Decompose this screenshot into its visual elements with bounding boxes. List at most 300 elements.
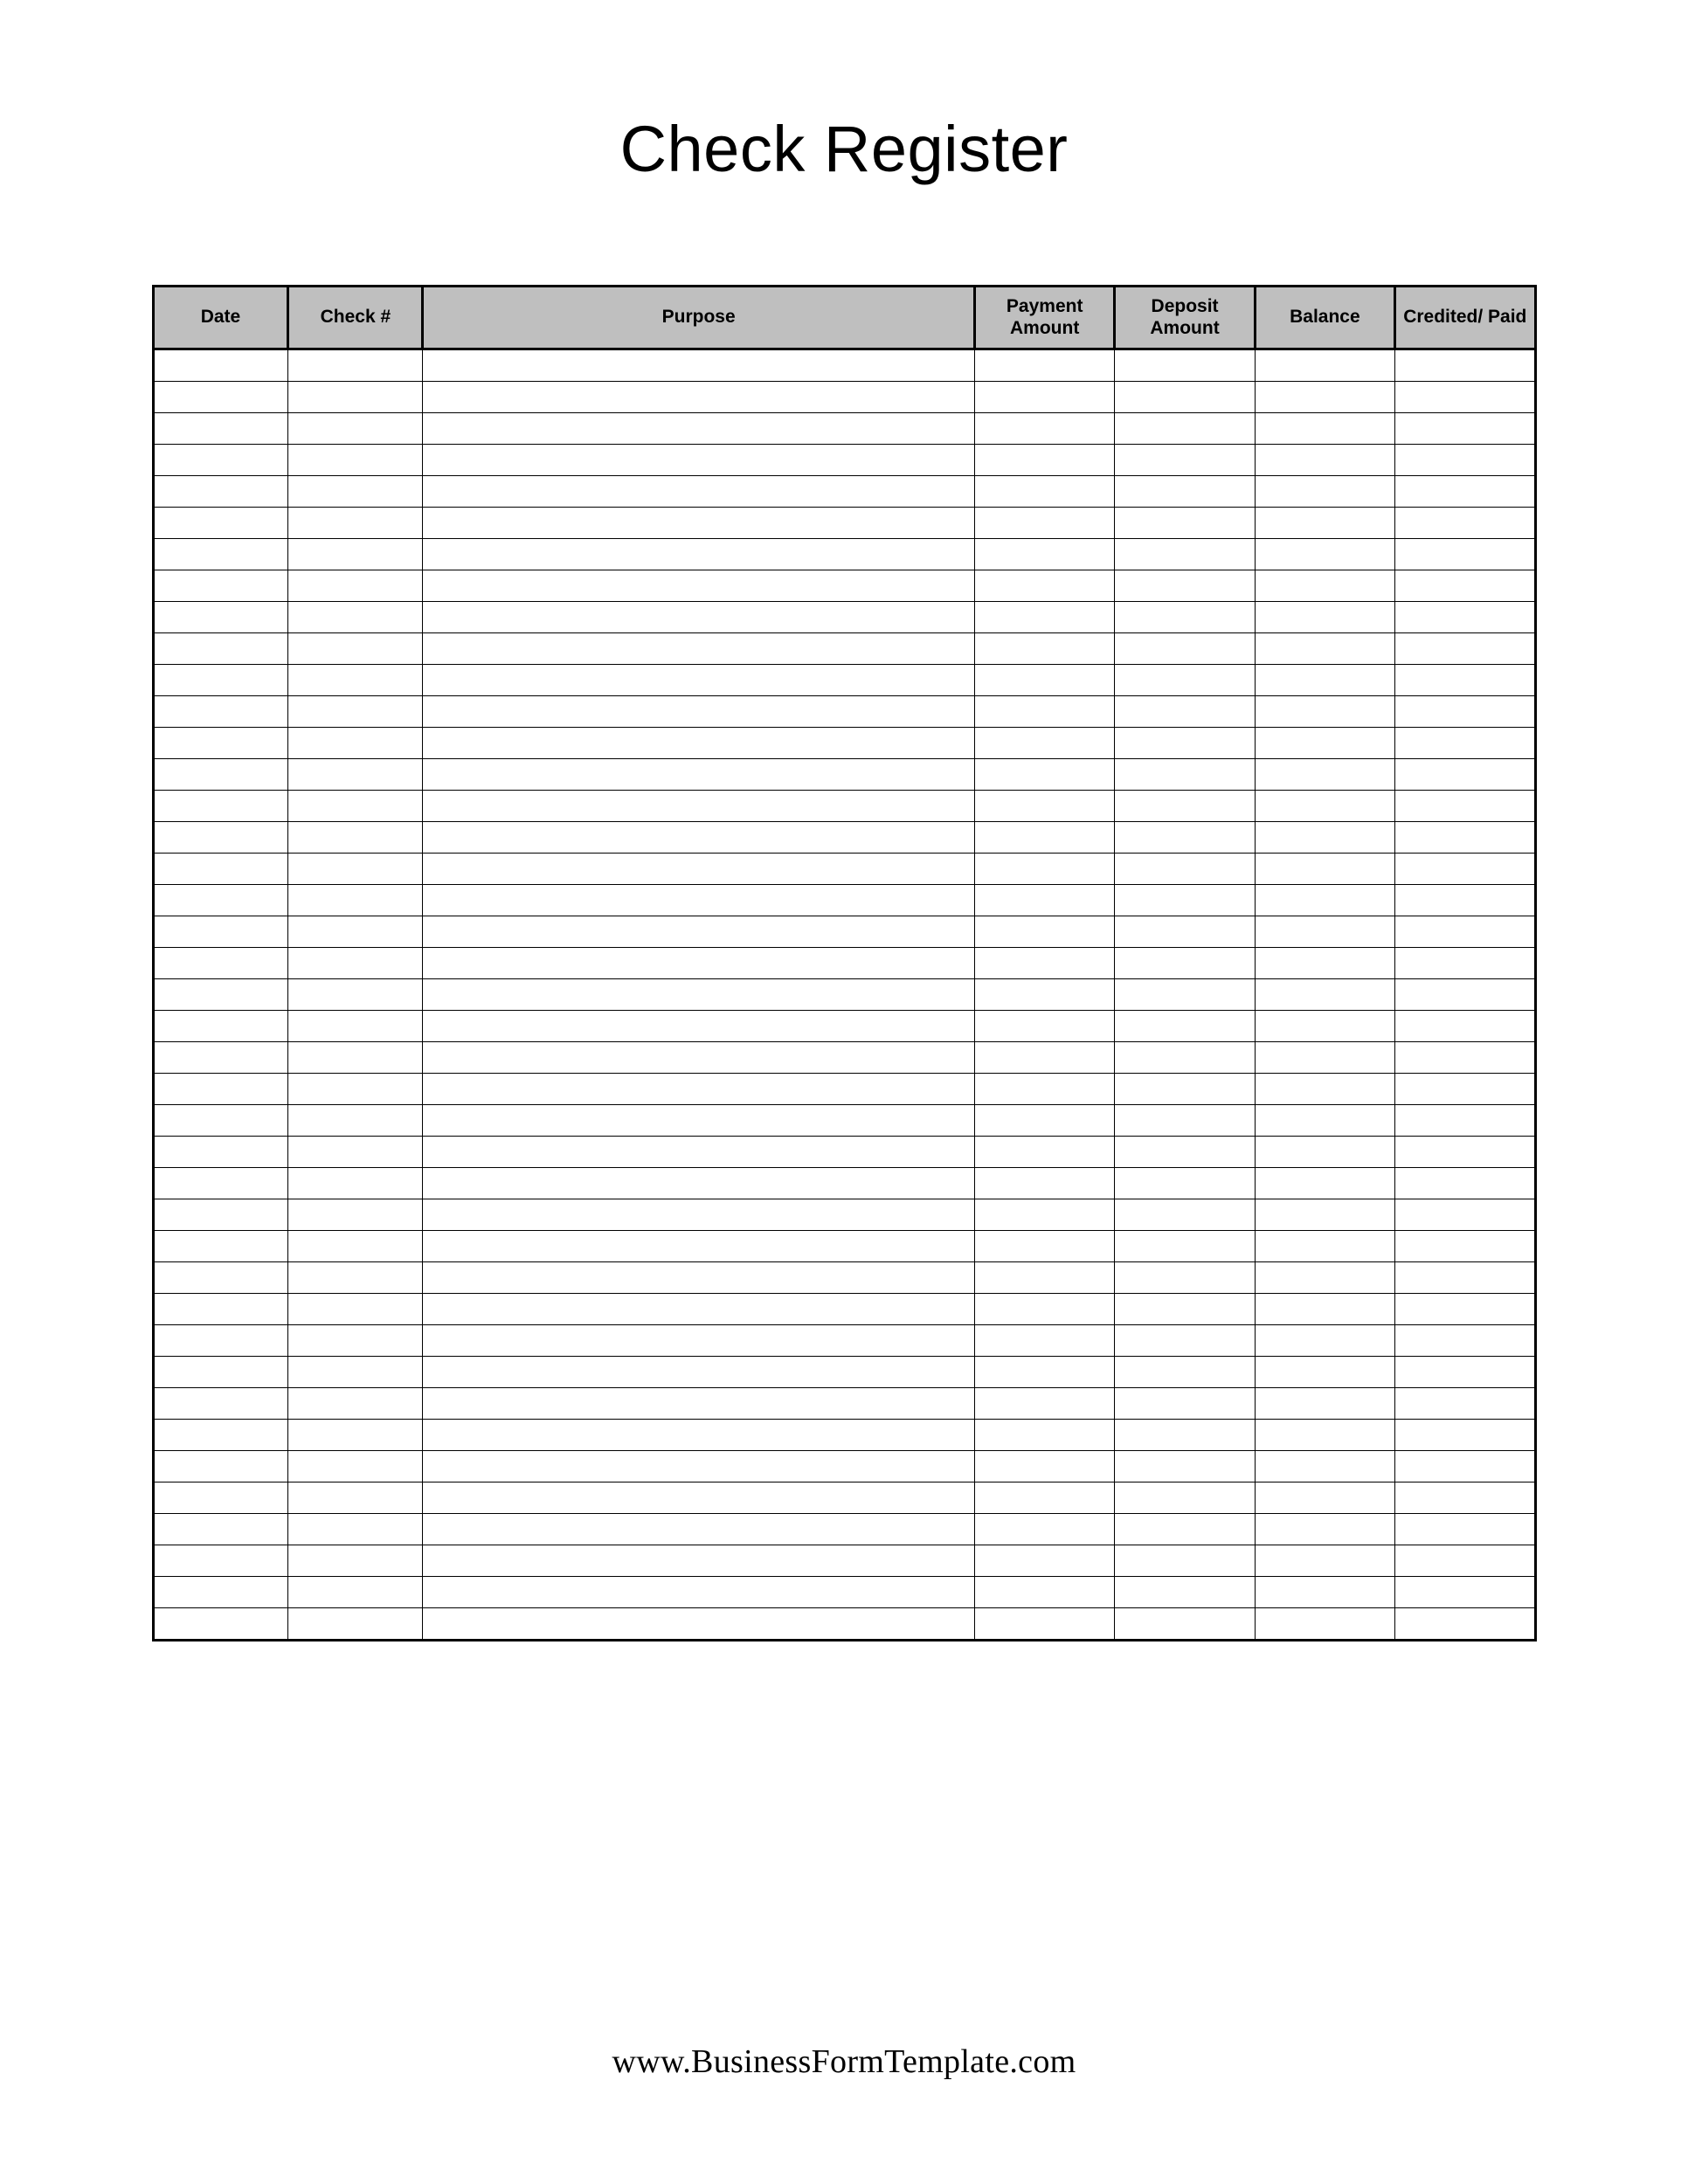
cell-date[interactable] <box>153 884 288 916</box>
cell-date[interactable] <box>153 1073 288 1104</box>
cell-payment_amount[interactable] <box>975 1576 1115 1607</box>
cell-purpose[interactable] <box>423 1419 975 1450</box>
cell-date[interactable] <box>153 1607 288 1640</box>
cell-credited_paid[interactable] <box>1395 821 1535 853</box>
cell-deposit_amount[interactable] <box>1115 475 1255 507</box>
cell-purpose[interactable] <box>423 1136 975 1167</box>
cell-check_number[interactable] <box>288 664 423 695</box>
cell-deposit_amount[interactable] <box>1115 1293 1255 1324</box>
cell-date[interactable] <box>153 1041 288 1073</box>
cell-payment_amount[interactable] <box>975 1387 1115 1419</box>
cell-deposit_amount[interactable] <box>1115 1545 1255 1576</box>
cell-payment_amount[interactable] <box>975 853 1115 884</box>
cell-date[interactable] <box>153 381 288 412</box>
cell-payment_amount[interactable] <box>975 1230 1115 1261</box>
table-row[interactable] <box>153 790 1535 821</box>
cell-purpose[interactable] <box>423 1261 975 1293</box>
cell-balance[interactable] <box>1255 1293 1394 1324</box>
cell-date[interactable] <box>153 349 288 381</box>
cell-purpose[interactable] <box>423 1324 975 1356</box>
cell-deposit_amount[interactable] <box>1115 1104 1255 1136</box>
cell-deposit_amount[interactable] <box>1115 821 1255 853</box>
cell-check_number[interactable] <box>288 1167 423 1199</box>
table-row[interactable] <box>153 853 1535 884</box>
cell-payment_amount[interactable] <box>975 538 1115 570</box>
cell-purpose[interactable] <box>423 821 975 853</box>
cell-date[interactable] <box>153 538 288 570</box>
table-row[interactable] <box>153 1324 1535 1356</box>
cell-date[interactable] <box>153 947 288 978</box>
cell-purpose[interactable] <box>423 349 975 381</box>
cell-credited_paid[interactable] <box>1395 1576 1535 1607</box>
cell-balance[interactable] <box>1255 412 1394 444</box>
cell-check_number[interactable] <box>288 1010 423 1041</box>
cell-purpose[interactable] <box>423 1545 975 1576</box>
cell-balance[interactable] <box>1255 381 1394 412</box>
cell-credited_paid[interactable] <box>1395 727 1535 758</box>
cell-check_number[interactable] <box>288 1419 423 1450</box>
cell-balance[interactable] <box>1255 1261 1394 1293</box>
cell-check_number[interactable] <box>288 695 423 727</box>
cell-payment_amount[interactable] <box>975 1041 1115 1073</box>
cell-credited_paid[interactable] <box>1395 412 1535 444</box>
table-row[interactable] <box>153 412 1535 444</box>
cell-balance[interactable] <box>1255 475 1394 507</box>
cell-payment_amount[interactable] <box>975 1513 1115 1545</box>
cell-credited_paid[interactable] <box>1395 538 1535 570</box>
cell-credited_paid[interactable] <box>1395 1387 1535 1419</box>
cell-deposit_amount[interactable] <box>1115 632 1255 664</box>
cell-purpose[interactable] <box>423 1607 975 1640</box>
cell-balance[interactable] <box>1255 632 1394 664</box>
cell-date[interactable] <box>153 507 288 538</box>
cell-balance[interactable] <box>1255 978 1394 1010</box>
cell-purpose[interactable] <box>423 978 975 1010</box>
cell-check_number[interactable] <box>288 475 423 507</box>
cell-date[interactable] <box>153 790 288 821</box>
cell-payment_amount[interactable] <box>975 381 1115 412</box>
cell-date[interactable] <box>153 1387 288 1419</box>
cell-payment_amount[interactable] <box>975 1010 1115 1041</box>
cell-date[interactable] <box>153 1199 288 1230</box>
cell-purpose[interactable] <box>423 758 975 790</box>
cell-date[interactable] <box>153 1324 288 1356</box>
cell-purpose[interactable] <box>423 444 975 475</box>
cell-check_number[interactable] <box>288 727 423 758</box>
cell-date[interactable] <box>153 601 288 632</box>
cell-credited_paid[interactable] <box>1395 1293 1535 1324</box>
cell-purpose[interactable] <box>423 601 975 632</box>
cell-check_number[interactable] <box>288 601 423 632</box>
cell-purpose[interactable] <box>423 412 975 444</box>
cell-deposit_amount[interactable] <box>1115 1230 1255 1261</box>
cell-payment_amount[interactable] <box>975 884 1115 916</box>
cell-purpose[interactable] <box>423 1387 975 1419</box>
cell-check_number[interactable] <box>288 1576 423 1607</box>
cell-deposit_amount[interactable] <box>1115 978 1255 1010</box>
cell-check_number[interactable] <box>288 821 423 853</box>
cell-date[interactable] <box>153 978 288 1010</box>
table-row[interactable] <box>153 632 1535 664</box>
cell-payment_amount[interactable] <box>975 349 1115 381</box>
cell-purpose[interactable] <box>423 853 975 884</box>
cell-check_number[interactable] <box>288 1199 423 1230</box>
cell-deposit_amount[interactable] <box>1115 1419 1255 1450</box>
cell-credited_paid[interactable] <box>1395 695 1535 727</box>
cell-credited_paid[interactable] <box>1395 978 1535 1010</box>
table-row[interactable] <box>153 727 1535 758</box>
cell-date[interactable] <box>153 1261 288 1293</box>
cell-deposit_amount[interactable] <box>1115 1324 1255 1356</box>
table-row[interactable] <box>153 1230 1535 1261</box>
cell-date[interactable] <box>153 1513 288 1545</box>
cell-check_number[interactable] <box>288 538 423 570</box>
cell-purpose[interactable] <box>423 947 975 978</box>
cell-check_number[interactable] <box>288 444 423 475</box>
cell-check_number[interactable] <box>288 1136 423 1167</box>
cell-deposit_amount[interactable] <box>1115 381 1255 412</box>
cell-payment_amount[interactable] <box>975 570 1115 601</box>
cell-date[interactable] <box>153 758 288 790</box>
cell-balance[interactable] <box>1255 1513 1394 1545</box>
cell-balance[interactable] <box>1255 727 1394 758</box>
cell-deposit_amount[interactable] <box>1115 601 1255 632</box>
cell-payment_amount[interactable] <box>975 1607 1115 1640</box>
cell-balance[interactable] <box>1255 916 1394 947</box>
cell-check_number[interactable] <box>288 1073 423 1104</box>
cell-balance[interactable] <box>1255 1482 1394 1513</box>
cell-purpose[interactable] <box>423 1230 975 1261</box>
table-row[interactable] <box>153 1482 1535 1513</box>
cell-credited_paid[interactable] <box>1395 601 1535 632</box>
cell-date[interactable] <box>153 1545 288 1576</box>
cell-purpose[interactable] <box>423 1576 975 1607</box>
cell-payment_amount[interactable] <box>975 1356 1115 1387</box>
cell-payment_amount[interactable] <box>975 507 1115 538</box>
cell-deposit_amount[interactable] <box>1115 570 1255 601</box>
cell-date[interactable] <box>153 412 288 444</box>
table-row[interactable] <box>153 1199 1535 1230</box>
cell-credited_paid[interactable] <box>1395 1010 1535 1041</box>
cell-payment_amount[interactable] <box>975 695 1115 727</box>
cell-check_number[interactable] <box>288 1450 423 1482</box>
table-row[interactable] <box>153 1261 1535 1293</box>
table-row[interactable] <box>153 1387 1535 1419</box>
table-row[interactable] <box>153 1419 1535 1450</box>
cell-deposit_amount[interactable] <box>1115 1513 1255 1545</box>
cell-credited_paid[interactable] <box>1395 758 1535 790</box>
cell-purpose[interactable] <box>423 664 975 695</box>
cell-check_number[interactable] <box>288 884 423 916</box>
cell-purpose[interactable] <box>423 570 975 601</box>
cell-credited_paid[interactable] <box>1395 1073 1535 1104</box>
cell-check_number[interactable] <box>288 1356 423 1387</box>
cell-purpose[interactable] <box>423 507 975 538</box>
cell-purpose[interactable] <box>423 475 975 507</box>
cell-check_number[interactable] <box>288 1607 423 1640</box>
cell-purpose[interactable] <box>423 1450 975 1482</box>
cell-credited_paid[interactable] <box>1395 1136 1535 1167</box>
cell-deposit_amount[interactable] <box>1115 412 1255 444</box>
cell-balance[interactable] <box>1255 1450 1394 1482</box>
cell-credited_paid[interactable] <box>1395 1607 1535 1640</box>
cell-credited_paid[interactable] <box>1395 1041 1535 1073</box>
cell-credited_paid[interactable] <box>1395 1419 1535 1450</box>
cell-balance[interactable] <box>1255 664 1394 695</box>
cell-credited_paid[interactable] <box>1395 632 1535 664</box>
cell-credited_paid[interactable] <box>1395 1261 1535 1293</box>
cell-credited_paid[interactable] <box>1395 853 1535 884</box>
cell-check_number[interactable] <box>288 632 423 664</box>
cell-balance[interactable] <box>1255 349 1394 381</box>
table-row[interactable] <box>153 1136 1535 1167</box>
cell-deposit_amount[interactable] <box>1115 916 1255 947</box>
cell-purpose[interactable] <box>423 1513 975 1545</box>
cell-date[interactable] <box>153 1450 288 1482</box>
table-row[interactable] <box>153 1010 1535 1041</box>
cell-date[interactable] <box>153 570 288 601</box>
table-row[interactable] <box>153 570 1535 601</box>
cell-deposit_amount[interactable] <box>1115 790 1255 821</box>
cell-deposit_amount[interactable] <box>1115 1167 1255 1199</box>
cell-date[interactable] <box>153 1136 288 1167</box>
cell-credited_paid[interactable] <box>1395 916 1535 947</box>
cell-credited_paid[interactable] <box>1395 570 1535 601</box>
table-row[interactable] <box>153 1576 1535 1607</box>
cell-purpose[interactable] <box>423 1167 975 1199</box>
cell-payment_amount[interactable] <box>975 1324 1115 1356</box>
cell-payment_amount[interactable] <box>975 1073 1115 1104</box>
cell-date[interactable] <box>153 1010 288 1041</box>
cell-deposit_amount[interactable] <box>1115 664 1255 695</box>
cell-date[interactable] <box>153 1104 288 1136</box>
cell-date[interactable] <box>153 1230 288 1261</box>
cell-balance[interactable] <box>1255 1324 1394 1356</box>
cell-credited_paid[interactable] <box>1395 381 1535 412</box>
cell-balance[interactable] <box>1255 853 1394 884</box>
table-row[interactable] <box>153 1450 1535 1482</box>
cell-check_number[interactable] <box>288 853 423 884</box>
cell-credited_paid[interactable] <box>1395 884 1535 916</box>
table-row[interactable] <box>153 947 1535 978</box>
cell-check_number[interactable] <box>288 1230 423 1261</box>
cell-check_number[interactable] <box>288 790 423 821</box>
cell-payment_amount[interactable] <box>975 1261 1115 1293</box>
cell-date[interactable] <box>153 1167 288 1199</box>
cell-balance[interactable] <box>1255 1073 1394 1104</box>
cell-balance[interactable] <box>1255 695 1394 727</box>
table-row[interactable] <box>153 695 1535 727</box>
cell-date[interactable] <box>153 1293 288 1324</box>
cell-check_number[interactable] <box>288 1387 423 1419</box>
cell-balance[interactable] <box>1255 601 1394 632</box>
cell-balance[interactable] <box>1255 1356 1394 1387</box>
cell-balance[interactable] <box>1255 444 1394 475</box>
cell-balance[interactable] <box>1255 1576 1394 1607</box>
cell-date[interactable] <box>153 664 288 695</box>
cell-date[interactable] <box>153 444 288 475</box>
cell-credited_paid[interactable] <box>1395 1324 1535 1356</box>
cell-date[interactable] <box>153 632 288 664</box>
cell-check_number[interactable] <box>288 1041 423 1073</box>
cell-balance[interactable] <box>1255 1199 1394 1230</box>
cell-purpose[interactable] <box>423 1010 975 1041</box>
cell-payment_amount[interactable] <box>975 1104 1115 1136</box>
cell-deposit_amount[interactable] <box>1115 1607 1255 1640</box>
cell-deposit_amount[interactable] <box>1115 1261 1255 1293</box>
cell-check_number[interactable] <box>288 412 423 444</box>
cell-purpose[interactable] <box>423 1199 975 1230</box>
cell-credited_paid[interactable] <box>1395 444 1535 475</box>
cell-date[interactable] <box>153 475 288 507</box>
table-row[interactable] <box>153 1167 1535 1199</box>
cell-credited_paid[interactable] <box>1395 1167 1535 1199</box>
cell-balance[interactable] <box>1255 1387 1394 1419</box>
table-row[interactable] <box>153 1545 1535 1576</box>
cell-credited_paid[interactable] <box>1395 1482 1535 1513</box>
cell-purpose[interactable] <box>423 1356 975 1387</box>
cell-purpose[interactable] <box>423 695 975 727</box>
cell-payment_amount[interactable] <box>975 1482 1115 1513</box>
table-row[interactable] <box>153 1073 1535 1104</box>
cell-payment_amount[interactable] <box>975 727 1115 758</box>
cell-date[interactable] <box>153 727 288 758</box>
cell-credited_paid[interactable] <box>1395 947 1535 978</box>
cell-payment_amount[interactable] <box>975 947 1115 978</box>
cell-payment_amount[interactable] <box>975 821 1115 853</box>
cell-date[interactable] <box>153 1482 288 1513</box>
cell-check_number[interactable] <box>288 1513 423 1545</box>
cell-date[interactable] <box>153 821 288 853</box>
table-row[interactable] <box>153 475 1535 507</box>
cell-deposit_amount[interactable] <box>1115 727 1255 758</box>
table-row[interactable] <box>153 884 1535 916</box>
cell-check_number[interactable] <box>288 758 423 790</box>
cell-check_number[interactable] <box>288 947 423 978</box>
cell-deposit_amount[interactable] <box>1115 507 1255 538</box>
cell-credited_paid[interactable] <box>1395 790 1535 821</box>
cell-purpose[interactable] <box>423 1482 975 1513</box>
cell-check_number[interactable] <box>288 1104 423 1136</box>
cell-payment_amount[interactable] <box>975 601 1115 632</box>
table-row[interactable] <box>153 1513 1535 1545</box>
cell-purpose[interactable] <box>423 916 975 947</box>
cell-balance[interactable] <box>1255 1010 1394 1041</box>
table-row[interactable] <box>153 664 1535 695</box>
cell-credited_paid[interactable] <box>1395 507 1535 538</box>
cell-check_number[interactable] <box>288 570 423 601</box>
cell-deposit_amount[interactable] <box>1115 538 1255 570</box>
cell-credited_paid[interactable] <box>1395 1230 1535 1261</box>
table-row[interactable] <box>153 381 1535 412</box>
cell-credited_paid[interactable] <box>1395 349 1535 381</box>
table-row[interactable] <box>153 538 1535 570</box>
table-row[interactable] <box>153 444 1535 475</box>
cell-payment_amount[interactable] <box>975 1293 1115 1324</box>
cell-deposit_amount[interactable] <box>1115 1073 1255 1104</box>
cell-deposit_amount[interactable] <box>1115 884 1255 916</box>
cell-payment_amount[interactable] <box>975 1167 1115 1199</box>
table-row[interactable] <box>153 349 1535 381</box>
cell-balance[interactable] <box>1255 884 1394 916</box>
cell-check_number[interactable] <box>288 1324 423 1356</box>
cell-deposit_amount[interactable] <box>1115 1136 1255 1167</box>
table-row[interactable] <box>153 1293 1535 1324</box>
cell-balance[interactable] <box>1255 1136 1394 1167</box>
cell-balance[interactable] <box>1255 1607 1394 1640</box>
cell-credited_paid[interactable] <box>1395 1356 1535 1387</box>
cell-credited_paid[interactable] <box>1395 664 1535 695</box>
cell-credited_paid[interactable] <box>1395 1513 1535 1545</box>
cell-check_number[interactable] <box>288 1482 423 1513</box>
cell-payment_amount[interactable] <box>975 664 1115 695</box>
table-row[interactable] <box>153 601 1535 632</box>
cell-check_number[interactable] <box>288 916 423 947</box>
cell-balance[interactable] <box>1255 570 1394 601</box>
cell-check_number[interactable] <box>288 1545 423 1576</box>
cell-credited_paid[interactable] <box>1395 1104 1535 1136</box>
cell-deposit_amount[interactable] <box>1115 444 1255 475</box>
cell-purpose[interactable] <box>423 1041 975 1073</box>
table-row[interactable] <box>153 1607 1535 1640</box>
cell-check_number[interactable] <box>288 1261 423 1293</box>
cell-date[interactable] <box>153 853 288 884</box>
cell-balance[interactable] <box>1255 1545 1394 1576</box>
cell-purpose[interactable] <box>423 1073 975 1104</box>
cell-payment_amount[interactable] <box>975 1199 1115 1230</box>
cell-check_number[interactable] <box>288 381 423 412</box>
table-row[interactable] <box>153 758 1535 790</box>
cell-payment_amount[interactable] <box>975 916 1115 947</box>
table-row[interactable] <box>153 1356 1535 1387</box>
cell-check_number[interactable] <box>288 978 423 1010</box>
table-row[interactable] <box>153 1041 1535 1073</box>
cell-date[interactable] <box>153 1419 288 1450</box>
cell-deposit_amount[interactable] <box>1115 349 1255 381</box>
cell-payment_amount[interactable] <box>975 632 1115 664</box>
cell-balance[interactable] <box>1255 821 1394 853</box>
cell-payment_amount[interactable] <box>975 475 1115 507</box>
cell-payment_amount[interactable] <box>975 1419 1115 1450</box>
cell-deposit_amount[interactable] <box>1115 1041 1255 1073</box>
cell-balance[interactable] <box>1255 507 1394 538</box>
cell-balance[interactable] <box>1255 1419 1394 1450</box>
cell-balance[interactable] <box>1255 1041 1394 1073</box>
cell-balance[interactable] <box>1255 1230 1394 1261</box>
cell-purpose[interactable] <box>423 884 975 916</box>
cell-balance[interactable] <box>1255 1167 1394 1199</box>
cell-balance[interactable] <box>1255 947 1394 978</box>
cell-date[interactable] <box>153 1576 288 1607</box>
cell-balance[interactable] <box>1255 1104 1394 1136</box>
cell-purpose[interactable] <box>423 632 975 664</box>
table-row[interactable] <box>153 507 1535 538</box>
cell-date[interactable] <box>153 1356 288 1387</box>
cell-deposit_amount[interactable] <box>1115 1482 1255 1513</box>
cell-deposit_amount[interactable] <box>1115 695 1255 727</box>
cell-payment_amount[interactable] <box>975 1450 1115 1482</box>
cell-date[interactable] <box>153 695 288 727</box>
cell-purpose[interactable] <box>423 538 975 570</box>
cell-credited_paid[interactable] <box>1395 1199 1535 1230</box>
cell-deposit_amount[interactable] <box>1115 1450 1255 1482</box>
cell-deposit_amount[interactable] <box>1115 1576 1255 1607</box>
table-row[interactable] <box>153 978 1535 1010</box>
cell-balance[interactable] <box>1255 790 1394 821</box>
table-row[interactable] <box>153 821 1535 853</box>
cell-check_number[interactable] <box>288 349 423 381</box>
cell-deposit_amount[interactable] <box>1115 1387 1255 1419</box>
